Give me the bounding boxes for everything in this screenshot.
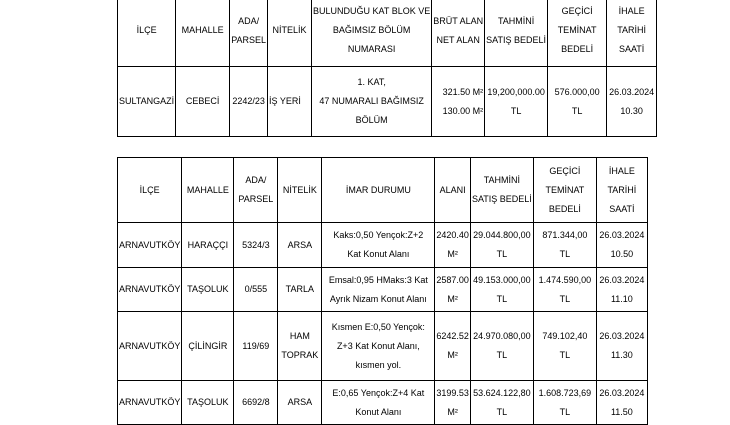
table-row <box>118 223 648 268</box>
cell-ilce: SULTANGAZİ <box>118 67 176 137</box>
cell-teminat: 749.102,40 TL <box>533 312 596 381</box>
auction-table-2 <box>117 157 648 425</box>
cell-nitelik: ARSA <box>278 223 322 268</box>
cell-bedel: 19,200,000.00 TL <box>485 67 548 137</box>
header-ilce: İLÇE <box>118 158 182 223</box>
cell-teminat: 1.608.723,69 TL <box>533 381 596 425</box>
cell-nitelik: TARLA <box>278 268 322 312</box>
cell-ilce: ARNAVUTKÖY <box>118 223 182 268</box>
header-ihale: İHALE TARİHİ SAATİ <box>607 0 657 67</box>
cell-bedel: 49.153.000,00 TL <box>470 268 533 312</box>
table2-header-row <box>118 158 648 223</box>
cell-mahalle: ÇİLİNGİR <box>182 312 234 381</box>
cell-mahalle: TAŞOLUK <box>182 381 234 425</box>
cell-ilce: ARNAVUTKÖY <box>118 268 182 312</box>
cell-tarih: 26.03.2024 10.30 <box>607 67 657 137</box>
cell-mahalle: HARAÇÇI <box>182 223 234 268</box>
table-row <box>118 268 648 312</box>
table-row <box>118 67 657 137</box>
cell-bedel: 29.044.800,00 TL <box>470 223 533 268</box>
cell-bedel: 53.624.122,80 TL <box>470 381 533 425</box>
table1-header-row <box>118 0 657 67</box>
cell-tarih: 26.03.2024 11.30 <box>596 312 647 381</box>
cell-alan: 2587.00 M² <box>435 268 471 312</box>
header-bedel: TAHMİNİ SATIŞ BEDELİ <box>485 0 548 67</box>
cell-tarih: 26.03.2024 11.50 <box>596 381 647 425</box>
cell-ilce: ARNAVUTKÖY <box>118 381 182 425</box>
cell-nitelik: ARSA <box>278 381 322 425</box>
cell-alan: 321.50 M² 130.00 M² <box>432 67 485 137</box>
header-alan: BRÜT ALAN NET ALAN <box>432 0 485 67</box>
table-row <box>118 312 648 381</box>
cell-alan: 6242.52 M² <box>435 312 471 381</box>
cell-alan: 3199.53 M² <box>435 381 471 425</box>
cell-imar: E:0,65 Yençok:Z+4 Kat Konut Alanı <box>322 381 435 425</box>
cell-teminat: 871.344,00 TL <box>533 223 596 268</box>
header-ada-parsel: ADA/ PARSEL <box>234 158 278 223</box>
cell-bedel: 24.970.080,00 TL <box>470 312 533 381</box>
cell-mahalle: CEBECİ <box>176 67 230 137</box>
header-nitelik: NİTELİK <box>278 158 322 223</box>
header-bulundugu: BULUNDUĞU KAT BLOK VE BAĞIMSIZ BÖLÜM NUMARASI <box>312 0 432 67</box>
cell-nitelik: İŞ YERİ <box>268 67 312 137</box>
cell-ada-parsel: 119/69 <box>234 312 278 381</box>
cell-tarih: 26.03.2024 10.50 <box>596 223 647 268</box>
cell-ada-parsel: 0/555 <box>234 268 278 312</box>
cell-tarih: 26.03.2024 11.10 <box>596 268 647 312</box>
cell-ada-parsel: 6692/8 <box>234 381 278 425</box>
auction-table-1 <box>117 0 657 137</box>
header-mahalle: MAHALLE <box>176 0 230 67</box>
cell-ilce: ARNAVUTKÖY <box>118 312 182 381</box>
cell-teminat: 576.000,00 TL <box>548 67 607 137</box>
header-nitelik: NİTELİK <box>268 0 312 67</box>
cell-ada-parsel: 5324/3 <box>234 223 278 268</box>
cell-mahalle: TAŞOLUK <box>182 268 234 312</box>
cell-ada-parsel: 2242/23 <box>230 67 268 137</box>
header-teminat: GEÇİCİ TEMİNAT BEDELİ <box>548 0 607 67</box>
header-teminat: GEÇİCİ TEMİNAT BEDELİ <box>533 158 596 223</box>
header-alan: ALANI <box>435 158 471 223</box>
cell-imar: Kısmen E:0,50 Yençok: Z+3 Kat Konut Alanı, kısmen yol. <box>322 312 435 381</box>
header-ada-parsel: ADA/ PARSEL <box>230 0 268 67</box>
header-mahalle: MAHALLE <box>182 158 234 223</box>
header-ihale: İHALE TARİHİ SAATİ <box>596 158 647 223</box>
cell-alan: 2420.40 M² <box>435 223 471 268</box>
cell-imar: Emsal:0,95 HMaks:3 Kat Ayrık Nizam Konut Alanı <box>322 268 435 312</box>
cell-imar: Kaks:0,50 Yençok:Z+2 Kat Konut Alanı <box>322 223 435 268</box>
table-row <box>118 381 648 425</box>
cell-teminat: 1.474.590,00 TL <box>533 268 596 312</box>
cell-nitelik: HAM TOPRAK <box>278 312 322 381</box>
header-ilce: İLÇE <box>118 0 176 67</box>
header-imar: İMAR DURUMU <box>322 158 435 223</box>
cell-bulundugu: 1. KAT, 47 NUMARALI BAĞIMSIZ BÖLÜM <box>312 67 432 137</box>
header-bedel: TAHMİNİ SATIŞ BEDELİ <box>470 158 533 223</box>
